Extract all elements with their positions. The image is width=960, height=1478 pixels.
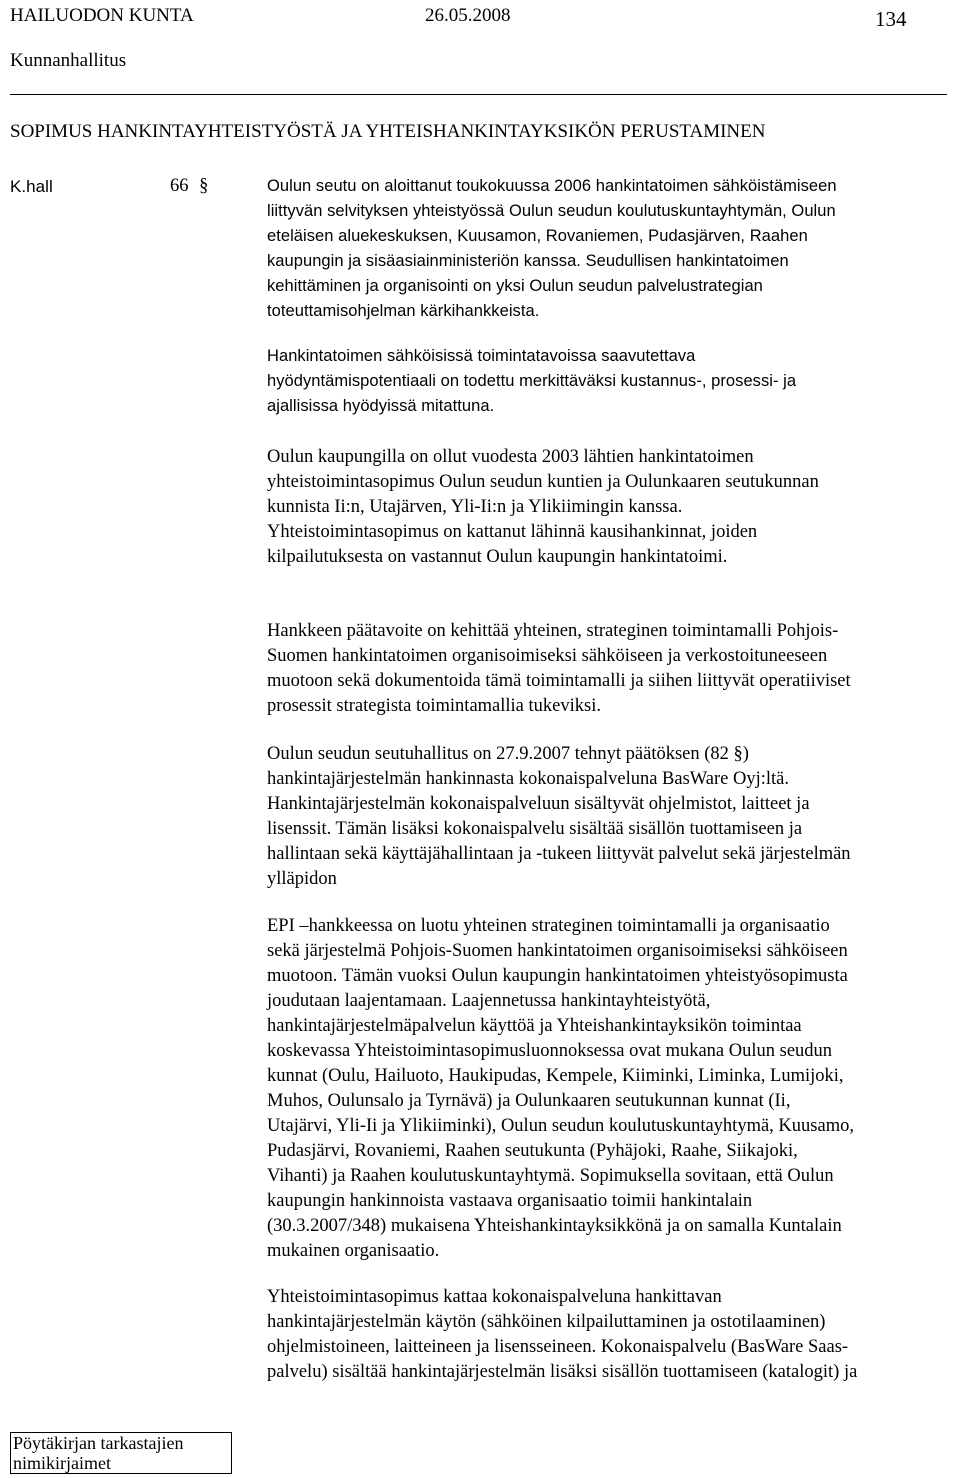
header-rule bbox=[10, 94, 947, 95]
paragraph-line: hyödyntämispotentiaali on todettu merkittäväksi kustannus-, prosessi- ja bbox=[267, 372, 797, 390]
paragraph-line: kaupungin ja sisäasiainministeriön kanssa. Seudullisen hankintatoimen bbox=[267, 252, 789, 270]
paragraph-line: Vihanti) ja Raahen koulutuskuntayhtymä. Sopimuksella sovitaan, että Oulun bbox=[267, 1166, 834, 1186]
paragraph-line: ohjelmistoineen, laitteineen ja lisensseineen. Kokonaispalvelu (BasWare Saas- bbox=[267, 1337, 849, 1357]
governing-body: Kunnanhallitus bbox=[10, 50, 127, 71]
paragraph-line: mukainen organisaatio. bbox=[267, 1241, 440, 1261]
paragraph bbox=[267, 619, 957, 719]
paragraph-line: Utajärvi, Yli-Ii ja Ylikiiminki), Oulun seudun koulutuskuntayhtymä, Kuusamo, bbox=[267, 1116, 854, 1136]
section-title: SOPIMUS HANKINTAYHTEISTYÖSTÄ JA YHTEISHANKINTAYKSIKÖN PERUSTAMINEN bbox=[10, 121, 766, 142]
item-ref: K.hall bbox=[10, 177, 53, 196]
paragraph-line: kunnista Ii:n, Utajärven, Yli-Ii:n ja Ylikiimingin kanssa. bbox=[267, 497, 683, 517]
section-sign: § bbox=[199, 176, 209, 196]
municipality-name: HAILUODON KUNTA bbox=[10, 5, 194, 26]
paragraph-line: prosessit strategista toimintamallia tukeviksi. bbox=[267, 696, 601, 716]
paragraph-line: kilpailutuksesta on vastannut Oulun kaupungin hankintatoimi. bbox=[267, 547, 728, 567]
paragraph-line: ajallisissa hyödyissä mitattuna. bbox=[267, 397, 495, 415]
paragraph-line: Hankintajärjestelmän kokonaispalveluun sisältyvät ohjelmistot, laitteet ja bbox=[267, 794, 810, 814]
paragraph-line: Oulun seudun seutuhallitus on 27.9.2007 tehnyt päätöksen (82 §) bbox=[267, 744, 749, 764]
paragraph bbox=[267, 174, 957, 324]
paragraph-line: eteläisen aluekeskuksen, Kuusamon, Rovaniemen, Pudasjärven, Raahen bbox=[267, 227, 808, 245]
paragraph-line: Pudasjärvi, Rovaniemi, Raahen seutukunta (Pyhäjoki, Raahe, Siikajoki, bbox=[267, 1141, 798, 1161]
paragraph-line: Hankkeen päätavoite on kehittää yhteinen, strateginen toimintamalli Pohjois- bbox=[267, 621, 839, 641]
footer-line-2: nimikirjaimet bbox=[13, 1453, 111, 1473]
paragraph-line: kehittäminen ja organisointi on yksi Oulun seudun palvelustrategian bbox=[267, 277, 763, 295]
paragraph-line: yhteistoimintasopimus Oulun seudun kuntien ja Oulunkaaren seutukunnan bbox=[267, 472, 819, 492]
paragraph-line: hankintajärjestelmän käytön (sähköinen kilpailuttaminen ja ostotilaaminen) bbox=[267, 1312, 826, 1332]
paragraph-line: kunnat (Oulu, Hailuoto, Haukipudas, Kempele, Kiiminki, Liminka, Lumijoki, bbox=[267, 1066, 844, 1086]
paragraph-line: hankintajärjestelmäpalvelun käyttöä ja Yhteishankintayksikön toimintaa bbox=[267, 1016, 802, 1036]
paragraph-line: Yhteistoimintasopimus kattaa kokonaispalveluna hankittavan bbox=[267, 1287, 722, 1307]
paragraph-line: Hankintatoimen sähköisissä toimintatavoissa saavutettava bbox=[267, 347, 696, 365]
paragraph-line: Muhos, Oulunsalo ja Tyrnävä) ja Oulunkaaren seutukunnan kunnat (Ii, bbox=[267, 1091, 791, 1111]
paragraph bbox=[267, 914, 957, 1264]
paragraph-line: kaupungin hankinnoista vastaava organisaatio toimii hankintalain bbox=[267, 1191, 753, 1211]
signature-box bbox=[10, 1432, 232, 1474]
paragraph bbox=[267, 445, 957, 570]
paragraph-line: muotoon sekä dokumentoida tämä toimintamalli ja siihen liittyvät operatiiviset bbox=[267, 671, 851, 691]
page-number: 134 bbox=[875, 7, 907, 31]
paragraph-line: (30.3.2007/348) mukaisena Yhteishankintayksikkönä ja on samalla Kuntalain bbox=[267, 1216, 842, 1236]
paragraph-line: Suomen hankintatoimen organisoimiseksi sähköiseen ja verkostoituneeseen bbox=[267, 646, 828, 666]
paragraph-line: koskevassa Yhteistoimintasopimusluonnoksessa ovat mukana Oulun seudun bbox=[267, 1041, 833, 1061]
paragraph bbox=[267, 1285, 957, 1385]
paragraph-line: hankintajärjestelmän hankinnasta kokonaispalveluna BasWare Oyj:ltä. bbox=[267, 769, 790, 789]
footer-line-1: Pöytäkirjan tarkastajien bbox=[13, 1433, 184, 1453]
paragraph-line: muotoon. Tämän vuoksi Oulun kaupungin hankintatoimen yhteistyösopimusta bbox=[267, 966, 848, 986]
paragraph-line: hallintaan sekä käyttäjähallintaan ja -tukeen liittyvät palvelut sekä järjestelmän bbox=[267, 844, 851, 864]
paragraph bbox=[267, 344, 957, 419]
paragraph-line: Oulun kaupungilla on ollut vuodesta 2003 lähtien hankintatoimen bbox=[267, 447, 754, 467]
paragraph-line: toteuttamisohjelman kärkihankkeista. bbox=[267, 302, 540, 320]
meeting-date: 26.05.2008 bbox=[425, 5, 511, 26]
paragraph-line: joudutaan laajentamaan. Laajennetussa hankintayhteistyötä, bbox=[267, 991, 711, 1011]
item-number bbox=[170, 174, 208, 199]
paragraph-line: ylläpidon bbox=[267, 869, 337, 889]
paragraph-line: Yhteistoimintasopimus on kattanut lähinnä kausihankinnat, joiden bbox=[267, 522, 758, 542]
paragraph-line: EPI –hankkeessa on luotu yhteinen strateginen toimintamalli ja organisaatio bbox=[267, 916, 830, 936]
paragraph-line: sekä järjestelmä Pohjois-Suomen hankintatoimen organisoimiseksi sähköiseen bbox=[267, 941, 848, 961]
paragraph-line: lisenssit. Tämän lisäksi kokonaispalvelu sisältää sisällön tuottamiseen ja bbox=[267, 819, 803, 839]
paragraph-line: Oulun seutu on aloittanut toukokuussa 2006 hankintatoimen sähköistämiseen bbox=[267, 177, 837, 195]
paragraph bbox=[267, 742, 957, 892]
item-number-value: 66 bbox=[170, 176, 189, 196]
paragraph-line: palvelu) sisältää hankintajärjestelmän lisäksi sisällön tuottamiseen (katalogit) ja bbox=[267, 1362, 858, 1382]
paragraph-line: liittyvän selvityksen yhteistyössä Oulun seudun koulutuskuntayhtymän, Oulun bbox=[267, 202, 836, 220]
